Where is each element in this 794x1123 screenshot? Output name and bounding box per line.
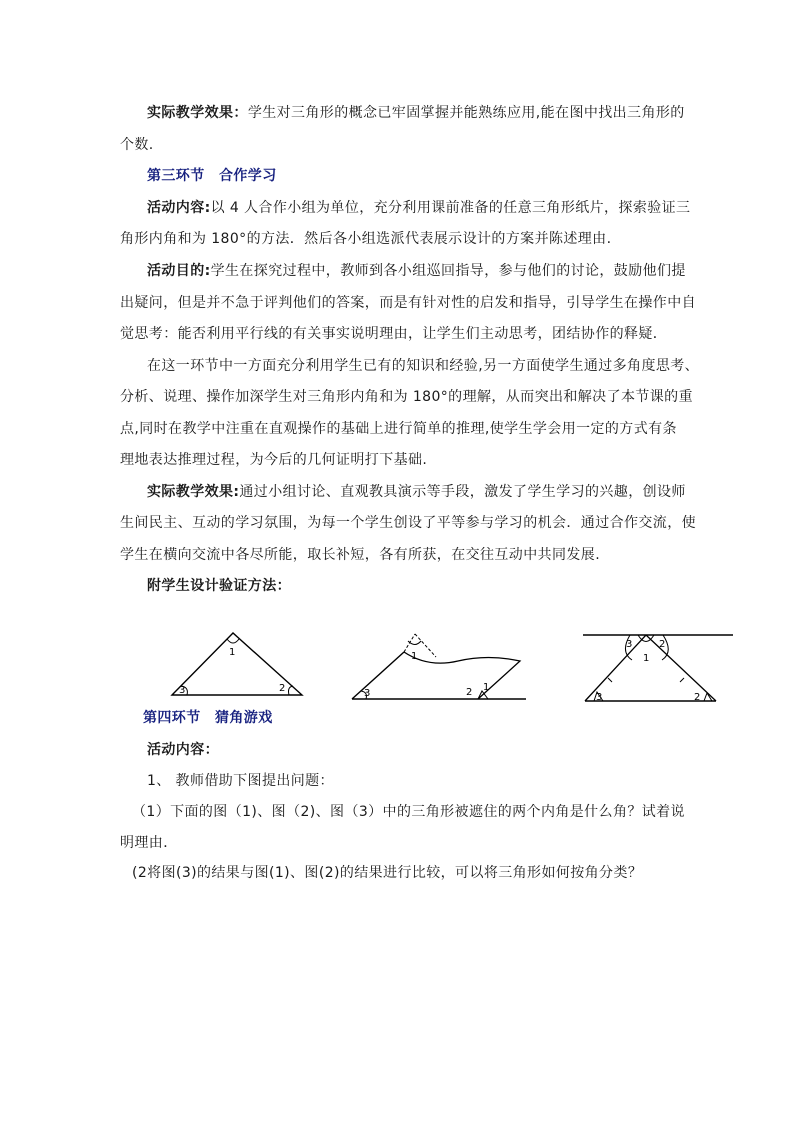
purpose-line1 [147,262,686,280]
section4-title: 第四环节 猜角游戏 [143,710,273,726]
purpose-line2: 出疑问，但是并不急于评判他们的答案，而是有针对性的启发和指导，引导学生在操作中自 [120,295,696,311]
effect1-text: 学生对三角形的概念已牢固掌握并能熟练应用,能在图中找出三角形的 [247,105,685,121]
fig2-angle-1-moved: 1 [483,682,490,693]
activity2-q1-line2: 明理由． [120,835,178,851]
fig2-dashed-right [415,634,436,657]
fig2-angle-2: 2 [466,687,473,698]
activity-line2: 角形内角和为 180°的方法．然后各小组选派代表展示设计的方案并陈述理由. [120,231,612,247]
fig1-angle-3: 3 [179,685,186,696]
fig3-right-side [646,635,716,701]
fig2-dashed-left [404,634,415,652]
fig3-angle-1: 1 [643,653,650,664]
purpose-label: 活动目的: [147,263,211,279]
fig3-tick-left [608,678,612,682]
fig3-angle-2-bottom: 2 [694,692,701,703]
effect2-line3: 学生在横向交流中各尽所能，取长补短，各有所获，在交往互动中共同发展. [120,547,601,563]
para-line1: 在这一环节中一方面充分利用学生已有的知识和经验,另一方面使学生通过多角度思考、 [147,358,700,374]
fig3-left-side [585,635,646,701]
figure-3 [580,630,735,705]
fig3-tick-right [680,678,684,682]
activity-label: 活动内容: [147,200,211,216]
para-line4: 理地表达推理过程，为今后的几何证明打下基础. [120,452,428,468]
effect2-text: 通过小组讨论、直观教具演示等手段，激发了学生学习的兴趣，创设师 [239,484,686,500]
effect1-line2: 个数. [120,137,154,153]
activity2-item1: 1、 教师借助下图提出问题： [147,773,334,789]
activity2-q2: (2将图(3)的结果与图(1)、图(2)的结果进行比较，可以将三角形如何按角分类？ [132,865,643,881]
activity-text: 以 4 人合作小组为单位，充分利用课前准备的任意三角形纸片，探索验证三 [210,200,691,216]
fig2-angle-3: 3 [364,688,371,699]
activity2-q1-line1: （1）下面的图（1)、图（2)、图（3）中的三角形被遮住的两个内角是什么角？试着说 [132,804,685,820]
section3-title: 第三环节 合作学习 [147,168,277,184]
fig1-angle-1: 1 [229,647,236,658]
fig3-angle-2-top: 2 [659,639,666,650]
fig1-angle-2: 2 [279,683,286,694]
effect2-line2: 生间民主、互动的学习氛围，为每一个学生创设了平等参与学习的机会．通过合作交流，使 [120,515,696,531]
effect1-line1 [147,104,685,122]
fig1-arc-top [227,639,239,643]
purpose-line3: 觉思考：能否利用平行线的有关事实说明理由，让学生们主动思考，团结协作的释疑． [120,326,668,342]
figure-1 [165,625,310,700]
fig3-angle-3-top: 3 [626,639,633,650]
appendix-title: 附学生设计验证方法： [147,578,291,594]
effect2-label: 实际教学效果: [147,484,240,500]
para-line3: 点,同时在教学中注重在直观操作的基础上进行简单的推理,使学生学会用一定的方式有条 [120,421,677,437]
activity2-label: 活动内容： [147,742,219,758]
fig3-angle-3-bottom: 3 [596,692,603,703]
effect1-label: 实际教学效果： [147,105,248,121]
effect2-line1 [147,483,686,501]
fig2-left-side [352,652,404,699]
fig1-arc-right [289,686,294,695]
fig2-angle-1: 1 [411,651,418,662]
activity-line1 [147,199,690,217]
purpose-text: 学生在探究过程中，教师到各小组巡回指导，参与他们的讨论，鼓励他们提 [210,263,686,279]
para-line2: 分析、说理、操作加深学生对三角形内角和为 180°的理解，从而突出和解决了本节课的重 [120,389,693,405]
figure-2 [348,628,530,704]
fig3-corner-right [704,693,712,701]
fig2-fold-line [404,652,520,699]
